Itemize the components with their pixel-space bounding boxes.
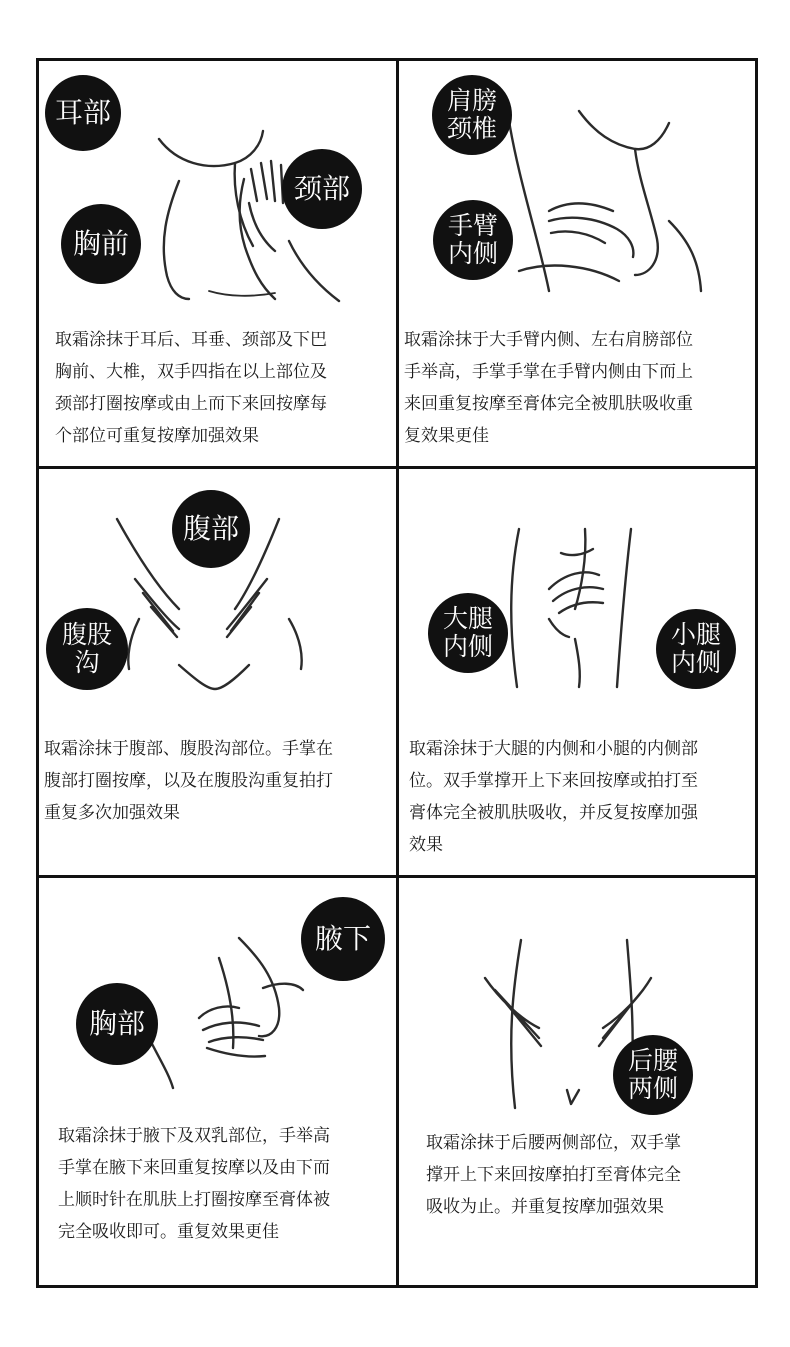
badge-underarm: 腋下	[301, 897, 385, 981]
description-line: 位。双手掌撑开上下来回按摩或拍打至	[409, 771, 698, 791]
description-line: 复效果更佳	[404, 426, 489, 446]
cell-ear-neck	[39, 61, 396, 466]
description-line: 取霜涂抹于大手臂内侧、左右肩膀部位	[404, 330, 693, 350]
badge-abdomen: 腹部	[172, 490, 250, 568]
badge-lower-back: 后腰 两侧	[613, 1035, 693, 1115]
description-line: 上顺时针在肌肤上打圈按摩至膏体被	[58, 1190, 330, 1210]
cell-abdomen-description	[44, 733, 333, 829]
description-line: 来回重复按摩至膏体完全被肌肤吸收重	[404, 394, 693, 414]
description-line: 重复多次加强效果	[44, 803, 180, 823]
cell-underarm-description	[58, 1120, 330, 1248]
description-line: 完全吸收即可。重复效果更佳	[58, 1222, 279, 1242]
cell-shoulder-arm	[399, 61, 755, 466]
description-line: 取霜涂抹于后腰两侧部位，双手掌	[426, 1133, 681, 1153]
cell-abdomen	[39, 469, 396, 875]
description-line: 取霜涂抹于耳后、耳垂、颈部及下巴	[55, 330, 327, 350]
description-line: 个部位可重复按摩加强效果	[55, 426, 259, 446]
cell-leg-description	[409, 733, 698, 861]
description-line: 颈部打圈按摩或由上而下来回按摩每	[55, 394, 327, 414]
cell-lower-back	[399, 878, 755, 1285]
badge-chest-front: 胸前	[61, 204, 141, 284]
description-line: 效果	[409, 835, 443, 855]
badge-groin: 腹股 沟	[46, 608, 128, 690]
badge-breast: 胸部	[76, 983, 158, 1065]
description-line: 取霜涂抹于腋下及双乳部位，手举高	[58, 1126, 330, 1146]
description-line: 胸前、大椎，双手四指在以上部位及	[55, 362, 327, 382]
description-line: 取霜涂抹于腹部、腹股沟部位。手掌在	[44, 739, 333, 759]
description-line: 取霜涂抹于大腿的内侧和小腿的内侧部	[409, 739, 698, 759]
lower-back-massage-illustration	[399, 878, 755, 1118]
badge-shoulder-cervical: 肩膀 颈椎	[432, 75, 512, 155]
description-line: 手举高，手掌手掌在手臂内侧由下而上	[404, 362, 693, 382]
badge-inner-thigh: 大腿 内侧	[428, 593, 508, 673]
cell-lower-back-description	[426, 1127, 681, 1223]
badge-neck: 颈部	[282, 149, 362, 229]
badge-ear: 耳部	[45, 75, 121, 151]
badge-inner-arm: 手臂 内侧	[433, 200, 513, 280]
cell-shoulder-arm-description	[404, 324, 693, 452]
cell-ear-neck-description	[55, 324, 327, 452]
badge-inner-calf: 小腿 内侧	[656, 609, 736, 689]
cell-underarm	[39, 878, 396, 1285]
description-line: 膏体完全被肌肤吸收，并反复按摩加强	[409, 803, 698, 823]
description-line: 手掌在腋下来回重复按摩以及由下而	[58, 1158, 330, 1178]
description-line: 腹部打圈按摩，以及在腹股沟重复拍打	[44, 771, 333, 791]
description-line: 撑开上下来回按摩拍打至膏体完全	[426, 1165, 681, 1185]
cell-leg	[399, 469, 755, 875]
description-line: 吸收为止。并重复按摩加强效果	[426, 1197, 664, 1217]
